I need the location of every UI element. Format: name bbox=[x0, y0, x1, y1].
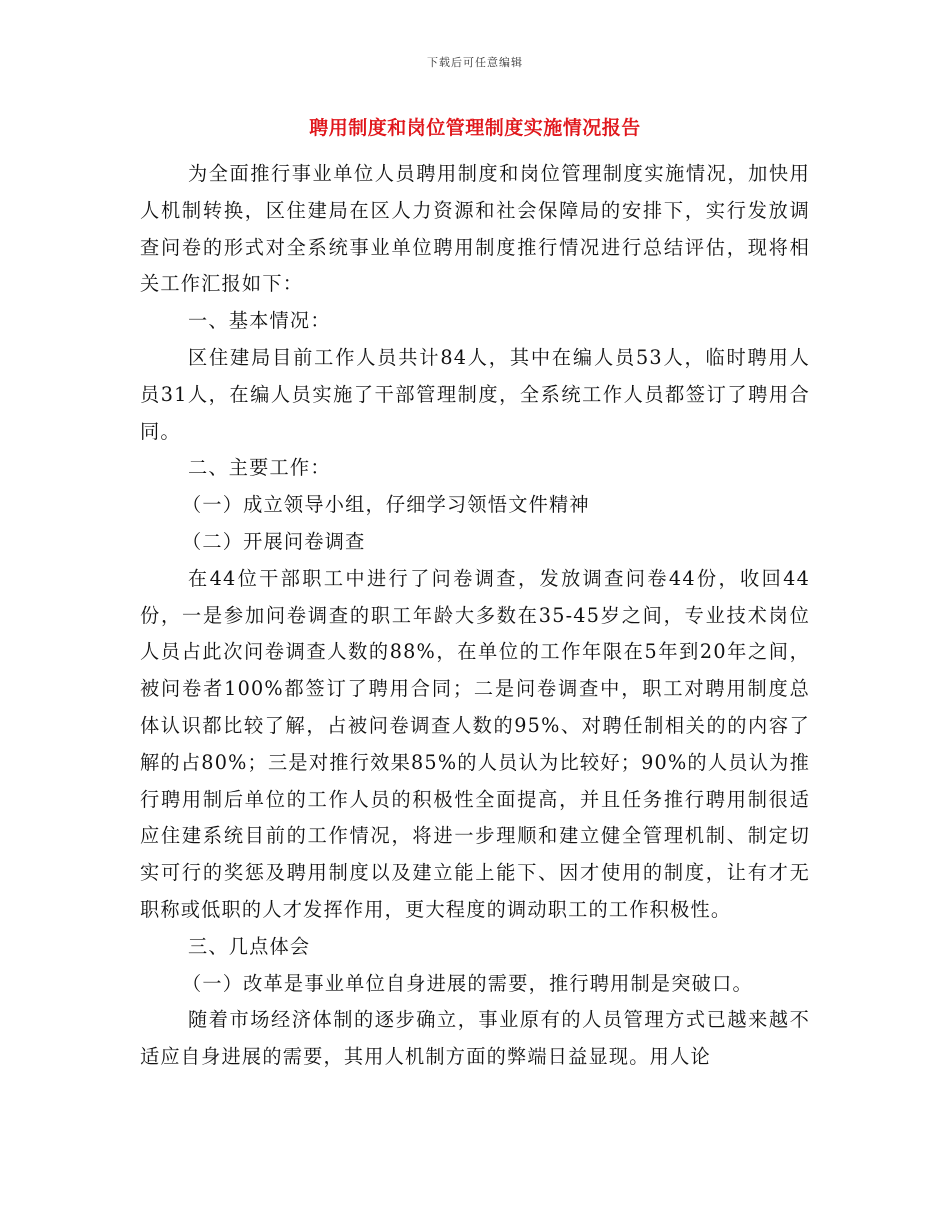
reform-paragraph: 随着市场经济体制的逐步确立，事业原有的人员管理方式已越来越不适应自身进展的需要，其用人机制方面的弊端日益显现。用人论 bbox=[140, 1008, 810, 1069]
header-note: 下载后可任意编辑 bbox=[427, 56, 523, 69]
section-heading-basic-situation: 一、基本情况： bbox=[188, 309, 331, 333]
section-heading-main-work: 二、主要工作： bbox=[188, 456, 331, 480]
subheading-leading-group: （一）成立领导小组，仔细学习领悟文件精神 bbox=[182, 493, 590, 517]
section-heading-experience: 三、几点体会 bbox=[188, 934, 311, 958]
document-title: 聘用制度和岗位管理制度实施情况报告 bbox=[309, 117, 641, 139]
intro-paragraph: 为全面推行事业单位人员聘用制度和岗位管理制度实施情况，加快用人机制转换，区住建局在区人力资源和社会保障局的安排下，实行发放调查问卷的形式对全系统事业单位聘用制度推行情况进行总结评估，现将相关工作汇报如下： bbox=[140, 162, 810, 296]
subheading-reform: （一）改革是事业单位自身进展的需要，推行聘用制是突破口。 bbox=[182, 971, 753, 995]
basic-situation-paragraph: 区住建局目前工作人员共计84人，其中在编人员53人，临时聘用人员31人，在编人员实施了干部管理制度，全系统工作人员都签订了聘用合同。 bbox=[140, 345, 810, 443]
document-body bbox=[140, 156, 810, 1076]
subheading-survey: （二）开展问卷调查 bbox=[182, 529, 366, 553]
survey-paragraph: 在44位干部职工中进行了问卷调查，发放调查问卷44份，收回44份，一是参加问卷调查的职工年龄大多数在35-45岁之间，专业技术岗位人员占此次问卷调查人数的88%，在单位的工作年限在5年到20年之间，被问卷者100%都签订了聘用合同；二是问卷调查中，职工对聘用制度总体认识都比较了解，占被问卷调查人数的95%、对聘任制相关的的内容了解的占80%；三是对推行效果85%的人员认为比较好；90%的人员认为推行聘用制后单位的工作人员的积极性全面提高，并且任务推行聘用制很适应住建系统目前的工作情况，将进一步理顺和建立健全管理机制、制定切实可行的奖惩及聘用制度以及建立能上能下、因才使用的制度，让有才无职称或低职的人才发挥作用，更大程度的调动职工的工作积极性。 bbox=[140, 566, 810, 921]
